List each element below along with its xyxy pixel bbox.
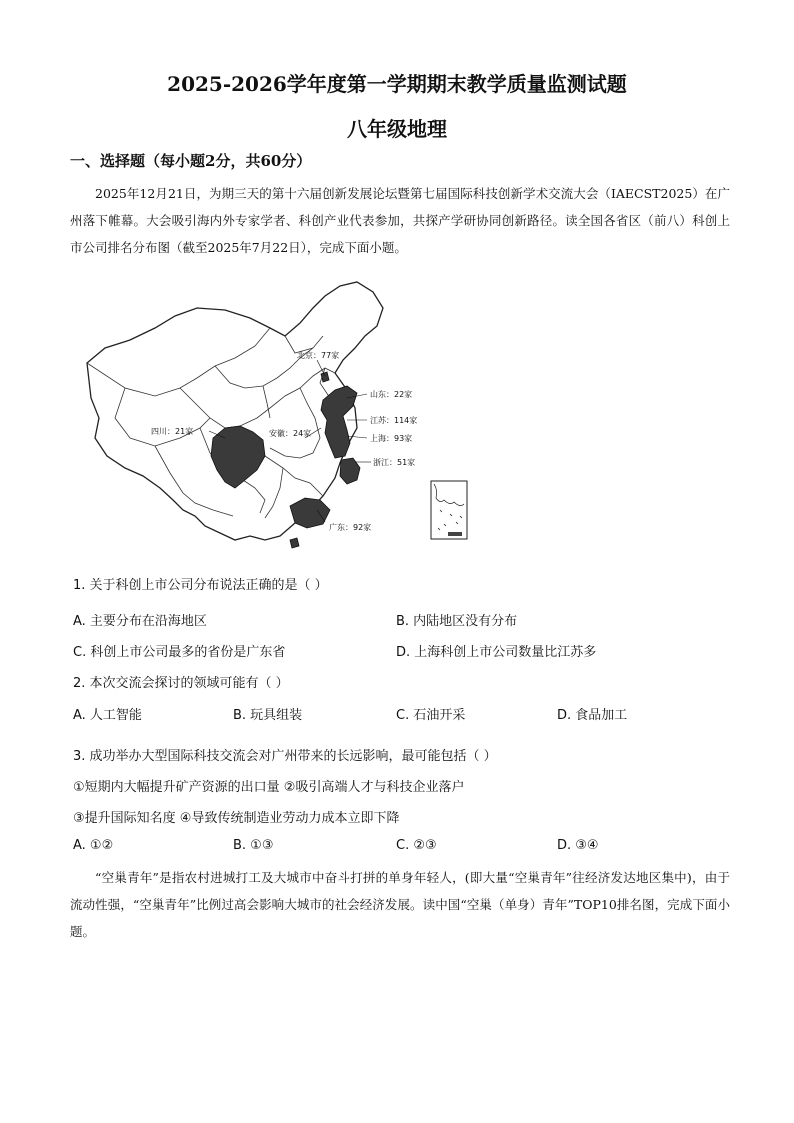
region-hainan <box>290 538 299 548</box>
q2-option-c[interactable]: C. 石油开采 <box>396 708 466 723</box>
label-anhui: 安徽：24家 <box>269 429 312 438</box>
label-shanghai: 上海：93家 <box>370 434 413 443</box>
q3-option-a[interactable]: A. ①② <box>73 838 114 853</box>
south-china-sea-inset <box>430 480 468 540</box>
exam-subtitle: 八年级地理 <box>347 117 447 141</box>
q2-option-a[interactable]: A. 人工智能 <box>73 708 142 723</box>
q1-option-a[interactable]: A. 主要分布在沿海地区 <box>73 614 207 629</box>
label-jiangsu: 江苏：114家 <box>370 416 418 425</box>
q3-option-d[interactable]: D. ③④ <box>557 838 599 853</box>
china-map-figure <box>85 278 485 554</box>
q1-option-b[interactable]: B. 内陆地区没有分布 <box>396 614 518 629</box>
q3-option-b[interactable]: B. ①③ <box>233 838 274 853</box>
q3-statements-3-4: ③提升国际知名度 ④导致传统制造业劳动力成本立即下降 <box>73 811 400 826</box>
passage-2: “空巢青年”是指农村进城打工及大城市中奋斗打拼的单身年轻人，(即大量“空巢青年”往经济发达地区集中)，由于流动性强，“空巢青年”比例过高会影响大城市的社会经济发展。读中国“空巢（单身）青年”TOP10排名图，完成下面小题。 <box>70 870 730 939</box>
q1-option-c[interactable]: C. 科创上市公司最多的省份是广东省 <box>73 645 286 660</box>
section-heading: 一、选择题（每小题2分，共60分） <box>70 152 312 170</box>
q3-statements-1-2: ①短期内大幅提升矿产资源的出口量 ②吸引高端人才与科技企业落户 <box>73 780 465 795</box>
label-zhejiang: 浙江：51家 <box>373 458 416 467</box>
label-beijing: 北京：77家 <box>297 351 340 360</box>
label-shandong: 山东：22家 <box>370 390 413 399</box>
q2-option-d[interactable]: D. 食品加工 <box>557 708 628 723</box>
question-1-stem: 1. 关于科创上市公司分布说法正确的是（ ） <box>73 578 328 593</box>
passage-1: 2025年12月21日，为期三天的第十六届创新发展论坛暨第七届国际科技创新学术交流大会（IAECST2025）在广州落下帷幕。大会吸引海内外专家学者、科创产业代表参加，共探产学研协同创新路径。读全国各省区（前八）科创上市公司排名分布图（截至2025年7月22日），完成下面小题。 <box>70 186 730 255</box>
q3-option-c[interactable]: C. ②③ <box>396 838 437 853</box>
label-guangdong: 广东：92家 <box>329 523 372 532</box>
question-2-stem: 2. 本次交流会探讨的领域可能有（ ） <box>73 676 289 691</box>
q2-option-b[interactable]: B. 玩具组装 <box>233 708 303 723</box>
question-3-stem: 3. 成功举办大型国际科技交流会对广州带来的长远影响，最可能包括（ ） <box>73 749 497 764</box>
exam-title: 2025-2026学年度第一学期期末教学质量监测试题 <box>167 72 627 96</box>
region-guangdong <box>290 498 330 528</box>
label-sichuan: 四川：21家 <box>151 427 194 436</box>
q1-option-d[interactable]: D. 上海科创上市公司数量比江苏多 <box>396 645 597 660</box>
